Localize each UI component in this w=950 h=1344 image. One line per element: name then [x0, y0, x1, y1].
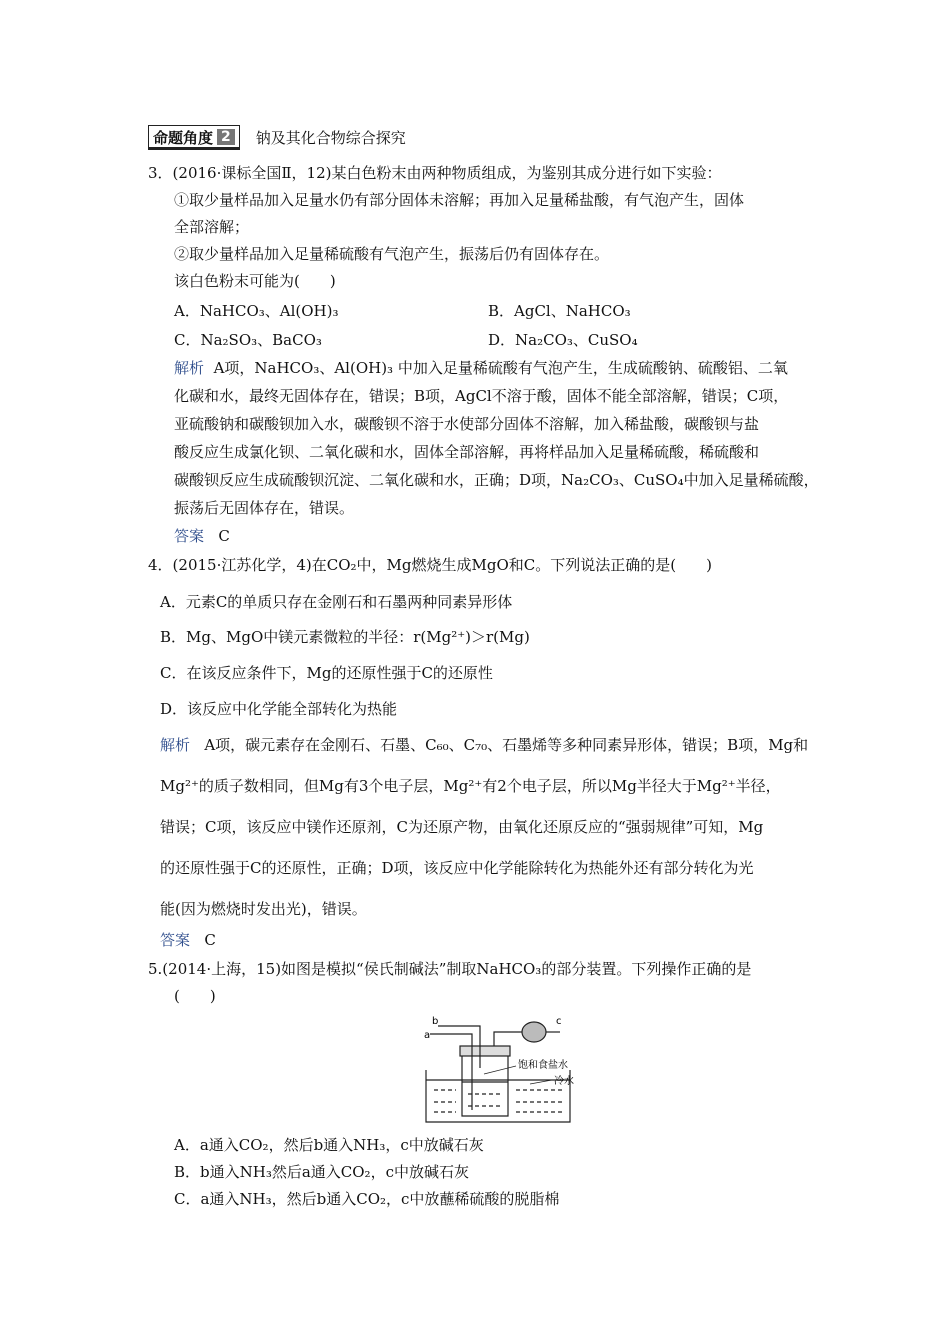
outlet-tube — [494, 1032, 520, 1046]
q4-analysis-line-3: 错误；C项，该反应中镁作还原剂，C为还原产物，由氧化还原反应的“强弱规律”可知，Mg — [160, 818, 764, 836]
q4-analysis-label: 解析 — [160, 736, 191, 754]
q3-option-d: D．Na₂CO₃、CuSO₄ — [488, 331, 638, 349]
q4-analysis-line-1 — [160, 735, 808, 755]
topic-label-box — [148, 125, 240, 150]
q3-analysis-line-4: 酸反应生成氯化钡、二氧化碳和水，固体全部溶解，再将样品加入足量稀硫酸，稀硫酸和 — [174, 443, 760, 461]
q3-step1a: ①取少量样品加入足量水仍有部分固体未溶解；再加入足量稀盐酸，有气泡产生，固体 — [174, 191, 745, 209]
q5-paren: ( ) — [174, 987, 216, 1005]
brine-bottle — [462, 1056, 508, 1116]
q3-option-a: A．NaHCO₃、Al(OH)₃ — [174, 302, 339, 320]
q4-stem: 4．(2015·江苏化学，4)在CO₂中，Mg燃烧生成MgO和C。下列说法正确的是( ) — [148, 556, 712, 574]
q3-analysis-line-3: 亚硫酸钠和碳酸钡加入水，碳酸钡不溶于水使部分固体不溶解，加入稀盐酸，碳酸钡与盐 — [174, 415, 760, 433]
q4-answer-line — [160, 930, 216, 950]
q4-analysis-line-2: Mg²⁺的质子数相同，但Mg有3个电子层，Mg²⁺有2个电子层，所以Mg半径大于Mg²⁺半径， — [160, 777, 781, 795]
label-brine: 饱和食盐水 — [518, 1060, 568, 1071]
q4-analysis-line-4: 的还原性强于C的还原性，正确；D项，该反应中化学能除转化为热能外还有部分转化为光 — [160, 859, 754, 877]
cold-water-trough — [426, 1070, 570, 1122]
label-cold-water: 冷水 — [554, 1076, 574, 1087]
q3-analysis-line-5: 碳酸钡反应生成硫酸钡沉淀、二氧化碳和水，正确；D项，Na₂CO₃、CuSO₄中加入足量稀硫酸， — [174, 471, 819, 489]
drying-tube-c — [522, 1022, 546, 1042]
q4-option-c: C．在该反应条件下，Mg的还原性强于C的还原性 — [160, 664, 493, 682]
q3-option-b: B．AgCl、NaHCO₃ — [488, 302, 631, 320]
q5-stem: 5.(2014·上海，15)如图是模拟“侯氏制碱法”制取NaHCO₃的部分装置。下列操作正确的是 — [148, 960, 752, 978]
topic-title: 钠及其化合物综合探究 — [255, 129, 406, 147]
bottle-stopper — [460, 1046, 510, 1056]
q4-answer-label: 答案 — [160, 931, 191, 949]
q4-analysis-text-1: A项，碳元素存在金刚石、石墨、C₆₀、C₇₀、石墨烯等多种同素异形体，错误；B项，Mg和 — [204, 736, 809, 754]
q4-answer: C — [204, 931, 216, 949]
label-b: b — [432, 1016, 439, 1027]
q3-analysis-line-6: 振荡后无固体存在，错误。 — [174, 499, 355, 517]
q3-analysis-text-1: A项，NaHCO₃、Al(OH)₃ 中加入足量稀硫酸有气泡产生，生成硫酸钠、硫酸铝、二氧 — [213, 359, 788, 377]
q3-analysis-label: 解析 — [174, 359, 205, 377]
topic-label: 命题角度 — [153, 128, 214, 147]
q3-step2: ②取少量样品加入足量稀硫酸有气泡产生，振荡后仍有固体存在。 — [174, 245, 610, 263]
topic-number: 2 — [217, 129, 235, 145]
q5-option-a: A．a通入CO₂，然后b通入NH₃，c中放碱石灰 — [174, 1136, 484, 1154]
q4-option-d: D．该反应中化学能全部转化为热能 — [160, 700, 398, 718]
q4-option-b: B．Mg、MgO中镁元素微粒的半径：r(Mg²⁺)＞r(Mg) — [160, 628, 530, 646]
q3-answer-label: 答案 — [174, 527, 205, 545]
q3-ask: 该白色粉末可能为( ) — [174, 272, 336, 290]
q3-option-c: C．Na₂SO₃、BaCO₃ — [174, 331, 322, 349]
q5-option-b: B．b通入NH₃然后a通入CO₂，c中放碱石灰 — [174, 1163, 469, 1181]
q3-answer-line — [174, 526, 230, 546]
q3-analysis-line-2: 化碳和水，最终无固体存在，错误；B项，AgCl不溶于酸，固体不能全部溶解，错误；C项， — [174, 387, 789, 405]
topic-header — [148, 125, 406, 150]
q4-analysis-line-5: 能(因为燃烧时发出光)，错误。 — [160, 900, 367, 918]
q4-option-a: A．元素C的单质只存在金刚石和石墨两种同素异形体 — [160, 593, 513, 611]
q3-stem: 3．(2016·课标全国Ⅱ，12)某白色粉末由两种物质组成，为鉴别其成分进行如下实验： — [148, 164, 722, 182]
apparatus-diagram — [420, 1012, 600, 1128]
q3-step1b: 全部溶解； — [174, 218, 250, 236]
q3-answer: C — [218, 527, 230, 545]
q3-analysis-line-1 — [174, 358, 788, 378]
label-c: c — [556, 1016, 562, 1027]
label-a: a — [424, 1030, 431, 1041]
q5-option-c: C．a通入NH₃，然后b通入CO₂，c中放蘸稀硫酸的脱脂棉 — [174, 1190, 560, 1208]
